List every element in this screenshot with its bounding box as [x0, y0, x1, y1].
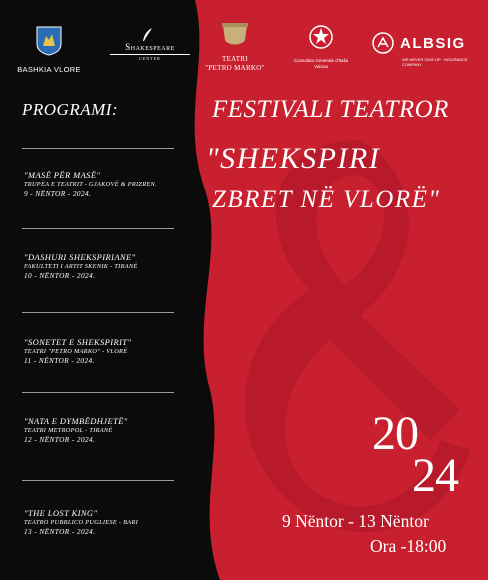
logo-consolato-line1: Consolato Generale d'Italia [293, 58, 349, 63]
logo-consolato-line2: Valona [314, 63, 328, 69]
albsig-word: ALBSIG [400, 34, 466, 52]
year-top: 20 [372, 407, 418, 460]
crest-icon [36, 26, 62, 56]
festival-title-line3: ZBRET NË VLORË" [212, 186, 441, 213]
emblem-icon [308, 24, 334, 50]
program-heading: PROGRAMI: [22, 100, 119, 119]
event-venue: TRUPËA E TEATRIT - GJAKOVË & PRIZREN. [24, 181, 157, 188]
logo-albsig [372, 32, 472, 67]
program-divider [22, 480, 174, 481]
festival-time: Ora -18:00 [370, 536, 447, 556]
festival-title-line2: "SHEKSPIRI [206, 142, 381, 175]
event-title: "THE LOST KING" [24, 508, 98, 518]
program-event [24, 416, 194, 444]
event-title: "SONETET E SHEKSPIRIT" [24, 337, 132, 347]
event-venue: FAKULTETI I ARTIT SKENIK - TIRANË [24, 263, 138, 270]
festival-dates: 9 Nëntor - 13 Nëntor [282, 511, 429, 531]
albsig-tagline: WE NEVER GIVE UP · INSURANCE COMPANY [402, 57, 468, 67]
program-divider [22, 228, 174, 229]
program-event [24, 170, 194, 198]
festival-title-line1: FESTIVALI TEATROR [212, 96, 449, 123]
program-event [24, 337, 194, 365]
logo-bashkia-vlore [14, 26, 84, 74]
event-date: 12 - NËNTOR - 2024. [24, 435, 96, 444]
black-curtain [0, 0, 160, 580]
logo-teatri-line1: TEATRI [222, 55, 248, 63]
mask-icon [220, 22, 250, 48]
event-title: "NATA E DYMBËDHJETË" [24, 416, 128, 426]
albsig-logo-icon [372, 32, 394, 54]
logo-shakespeare-sub: CENTER [110, 54, 190, 61]
curtain-edge [150, 0, 240, 580]
logo-teatri-line2: "PETRO MARKO" [205, 64, 265, 72]
logo-consolato-italia [286, 24, 356, 69]
logo-shakespeare-center [110, 30, 190, 61]
program-divider [22, 392, 174, 393]
event-date: 11 - NËNTOR - 2024. [24, 356, 95, 365]
event-venue: TEATRO PUBBLICO PUGLIESE - BARI [24, 519, 139, 526]
program-event [24, 252, 194, 280]
logo-vlore-caption: BASHKIA VLORE [17, 65, 81, 74]
year-bottom: 24 [412, 449, 458, 502]
quill-icon [142, 28, 154, 42]
event-date: 10 - NËNTOR - 2024. [24, 271, 96, 280]
logo-teatri-petro-marko [200, 22, 270, 73]
event-venue: TEATRI METROPOL - TIRANË [24, 427, 113, 434]
logo-shakespeare-caption: Shakespeare [125, 42, 175, 52]
event-venue: TEATRI "PETRO MARKO" - VLORË [24, 348, 128, 355]
program-event [24, 508, 194, 536]
program-divider [22, 312, 174, 313]
event-date: 9 - NËNTOR - 2024. [24, 189, 92, 198]
event-date: 13 - NËNTOR - 2024. [24, 527, 96, 536]
event-title: "DASHURI SHEKSPIRIANE" [24, 252, 136, 262]
program-divider [22, 148, 174, 149]
event-title: "MASË PËR MASË" [24, 170, 101, 180]
